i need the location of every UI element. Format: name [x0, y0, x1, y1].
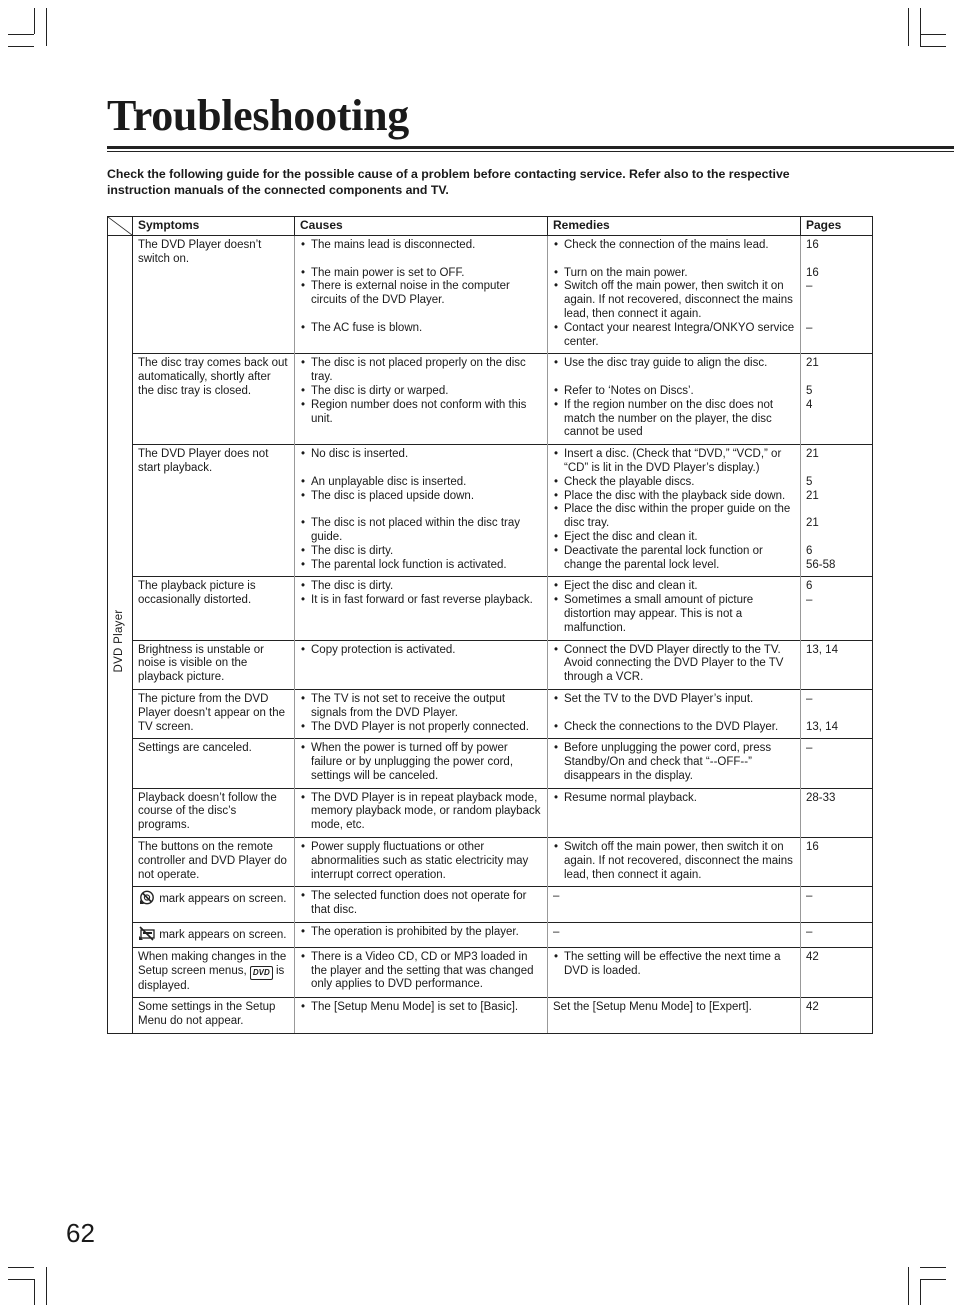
remedies-cell: Set the [Setup Menu Mode] to [Expert].: [548, 998, 801, 1034]
remedies-cell: –: [548, 923, 801, 948]
cause-item: • The DVD Player is not properly connected.: [300, 721, 542, 735]
cause-item: • The AC fuse is blown.: [300, 322, 542, 336]
page-number: 62: [66, 1218, 95, 1248]
page-ref: –: [806, 692, 813, 705]
cause-item: • The [Setup Menu Mode] is set to [Basic].: [300, 1001, 542, 1015]
page-title: Troubleshooting: [107, 91, 409, 140]
remedy-item: • Deactivate the parental lock function or change the parental lock level.: [553, 545, 795, 573]
symptom-cell: The DVD Player does not start playback.: [133, 445, 295, 577]
causes-cell: [295, 739, 548, 788]
page-ref: 4: [806, 398, 813, 411]
page-ref: 16: [806, 266, 819, 279]
crop-mark: [920, 46, 946, 47]
remedy-item: • Sometimes a small amount of picture distortion may appear. This is not a malfunction.: [553, 594, 795, 635]
page-ref: 42: [806, 950, 819, 963]
page-ref: 13, 14: [806, 720, 838, 733]
dvd-logo-icon: DVD: [250, 966, 273, 980]
remedies-cell: [548, 739, 801, 788]
crop-mark: [920, 8, 921, 46]
intro-text: Check the following guide for the possible cause of a problem before contacting service. Refer also to the respective instruction manuals of the connected components and TV.: [107, 167, 790, 197]
remedy-item: • Eject the disc and clean it.: [553, 531, 795, 545]
title-rule-thin: [107, 151, 954, 152]
remedy-item: • Insert a disc. (Check that “DVD,” “VCD,” or “CD” is lit in the DVD Player’s display.): [553, 448, 795, 476]
remedy-item: • Eject the disc and clean it.: [553, 580, 795, 594]
symptom-text: When making changes in the Setup screen menus,: [138, 950, 287, 977]
page-ref: –: [806, 890, 813, 903]
pages-cell: [801, 838, 873, 887]
remedies-cell: [548, 640, 801, 689]
title-rule: [107, 146, 954, 149]
remedy-item: • Check the connection of the mains lead.: [553, 239, 795, 253]
causes-cell: [295, 998, 548, 1034]
causes-cell: [295, 445, 548, 577]
cause-item: • The disc is dirty or warped.: [300, 385, 542, 399]
page-ref: –: [806, 926, 813, 939]
remedy-item: • Refer to ‘Notes on Discs’.: [553, 385, 795, 399]
cause-item: • The selected function does not operate for that disc.: [300, 890, 542, 918]
cause-item: • Region number does not conform with this unit.: [300, 399, 542, 427]
crop-mark: [920, 34, 946, 35]
remedy-item: • The setting will be effective the next time a DVD is loaded.: [553, 951, 795, 979]
pages-cell: [801, 998, 873, 1034]
causes-cell: [295, 788, 548, 837]
causes-cell: [295, 689, 548, 738]
pages-cell: [801, 739, 873, 788]
symptom-cell: Settings are canceled.: [133, 739, 295, 788]
table-row: [108, 998, 873, 1034]
remedy-item: • Set the TV to the DVD Player’s input.: [553, 693, 795, 707]
pages-cell: [801, 445, 873, 577]
cause-item: • The mains lead is disconnected.: [300, 239, 542, 253]
header-causes: Causes: [295, 217, 548, 236]
pages-cell: [801, 947, 873, 998]
remedies-cell: [548, 577, 801, 640]
symptom-cell: Some settings in the Setup Menu do not appear.: [133, 998, 295, 1034]
crop-mark: [8, 46, 34, 47]
symptom-cell: Brightness is unstable or noise is visible on the playback picture.: [133, 640, 295, 689]
remedy-item: • Place the disc within the proper guide on the disc tray.: [553, 503, 795, 531]
crop-mark: [8, 34, 34, 35]
page-ref: 21: [806, 489, 819, 502]
causes-cell: [295, 577, 548, 640]
page-ref: 13, 14: [806, 643, 838, 656]
cause-item: • An unplayable disc is inserted.: [300, 476, 542, 490]
side-category-cell: [108, 236, 133, 1034]
page-ref: 6: [806, 544, 813, 557]
crop-mark: [46, 1267, 47, 1305]
table-row: [108, 923, 873, 948]
remedy-item: • Before unplugging the power cord, press Standby/On and check that “--OFF--” disappears in the display.: [553, 742, 795, 783]
table-row: [108, 739, 873, 788]
table-row: [108, 788, 873, 837]
pages-cell: [801, 689, 873, 738]
symptom-text: mark appears on screen.: [159, 929, 287, 942]
remedy-item: • Check the playable discs.: [553, 476, 795, 490]
disc-prohibited-icon: [138, 890, 156, 905]
remedies-cell: –: [548, 887, 801, 923]
cause-item: • The disc is not placed within the disc tray guide.: [300, 517, 542, 545]
causes-cell: [295, 838, 548, 887]
crop-mark: [34, 1279, 35, 1305]
symptom-cell: [133, 947, 295, 998]
remedies-cell: [548, 236, 801, 354]
causes-cell: [295, 640, 548, 689]
header-remedies: Remedies: [548, 217, 801, 236]
page-ref: 6: [806, 580, 813, 593]
crop-mark: [920, 1267, 946, 1268]
cause-item: • There is external noise in the computer circuits of the DVD Player.: [300, 280, 542, 308]
symptom-text: is displayed.: [138, 964, 285, 992]
remedy-item: • Turn on the main power.: [553, 267, 795, 281]
causes-cell: [295, 354, 548, 445]
crop-mark: [920, 1279, 921, 1305]
crop-mark: [8, 1279, 34, 1280]
page-ref: 21: [806, 517, 819, 530]
player-prohibited-icon: [138, 926, 156, 941]
remedy-item: • If the region number on the disc does not match the number on the player, the disc cannot be used: [553, 399, 795, 440]
crop-mark: [8, 1267, 34, 1268]
page-ref: 42: [806, 1001, 819, 1014]
cause-item: • When the power is turned off by power failure or by unplugging the power cord, settings will be canceled.: [300, 742, 542, 783]
pages-cell: [801, 577, 873, 640]
page-ref: 5: [806, 384, 813, 397]
symptom-cell: The buttons on the remote controller and DVD Player do not operate.: [133, 838, 295, 887]
table-row: [108, 689, 873, 738]
cause-item: • Power supply fluctuations or other abnormalities such as static electricity may interrupt correct operation.: [300, 841, 542, 882]
symptom-text: mark appears on screen.: [159, 893, 287, 906]
page-ref: –: [806, 742, 813, 755]
remedy-item: • Connect the DVD Player directly to the TV. Avoid connecting the DVD Player to the TV through a VCR.: [553, 644, 795, 685]
page-ref: –: [806, 321, 813, 334]
cause-item: • It is in fast forward or fast reverse playback.: [300, 594, 542, 608]
side-category-label: DVD Player: [113, 609, 126, 673]
table-row: [108, 577, 873, 640]
cause-item: • The disc is dirty.: [300, 545, 542, 559]
symptom-cell: [133, 923, 295, 948]
crop-mark: [46, 8, 47, 46]
causes-cell: [295, 887, 548, 923]
table-row: [108, 354, 873, 445]
page-ref: 5: [806, 475, 813, 488]
causes-cell: [295, 947, 548, 998]
header-pages: Pages: [801, 217, 873, 236]
remedies-cell: [548, 947, 801, 998]
cause-item: • No disc is inserted.: [300, 448, 542, 462]
symptom-cell: The playback picture is occasionally distorted.: [133, 577, 295, 640]
remedy-item: • Contact your nearest Integra/ONKYO service center.: [553, 322, 795, 350]
remedies-cell: [548, 445, 801, 577]
symptom-cell: [133, 887, 295, 923]
causes-cell: [295, 236, 548, 354]
remedies-cell: [548, 838, 801, 887]
crop-mark: [908, 8, 909, 46]
pages-cell: [801, 788, 873, 837]
remedies-cell: [548, 689, 801, 738]
pages-cell: [801, 354, 873, 445]
remedy-item: • Place the disc with the playback side down.: [553, 490, 795, 504]
table-row: [108, 887, 873, 923]
symptom-cell: Playback doesn’t follow the course of the disc’s programs.: [133, 788, 295, 837]
table-row: [108, 445, 873, 577]
pages-cell: [801, 640, 873, 689]
cause-item: • The disc is placed upside down.: [300, 490, 542, 504]
crop-mark: [920, 1279, 946, 1280]
remedies-cell: [548, 788, 801, 837]
cause-item: • The operation is prohibited by the player.: [300, 926, 542, 940]
cause-item: • The disc is not placed properly on the disc tray.: [300, 357, 542, 385]
page-ref: 28-33: [806, 791, 836, 804]
crop-mark: [34, 8, 35, 34]
cause-item: • The TV is not set to receive the output signals from the DVD Player.: [300, 693, 542, 721]
cause-item: • The main power is set to OFF.: [300, 267, 542, 281]
table-header-row: [108, 217, 873, 236]
crop-mark: [908, 1267, 909, 1305]
pages-cell: [801, 887, 873, 923]
page-ref: 21: [806, 448, 819, 461]
header-symptoms: Symptoms: [133, 217, 295, 236]
cause-item: • The disc is dirty.: [300, 580, 542, 594]
table-row: [108, 838, 873, 887]
table-row: [108, 640, 873, 689]
remedy-item: • Switch off the main power, then switch it on again. If not recovered, disconnect the mains lead, then connect it again.: [553, 841, 795, 882]
cause-item: • Copy protection is activated.: [300, 644, 542, 658]
remedy-item: • Use the disc tray guide to align the disc.: [553, 357, 795, 371]
header-corner: [108, 217, 133, 236]
troubleshooting-table: [107, 216, 873, 1034]
table-row: [108, 236, 873, 354]
cause-item: • The DVD Player is in repeat playback mode, memory playback mode, or random playback mode, etc.: [300, 792, 542, 833]
causes-cell: [295, 923, 548, 948]
symptom-cell: The picture from the DVD Player doesn’t appear on the TV screen.: [133, 689, 295, 738]
symptom-cell: The DVD Player doesn’t switch on.: [133, 236, 295, 354]
page-ref: 56-58: [806, 558, 836, 571]
remedies-cell: [548, 354, 801, 445]
remedy-item: • Switch off the main power, then switch it on again. If not recovered, disconnect the mains lead, then connect it again.: [553, 280, 795, 321]
page-ref: 16: [806, 841, 819, 854]
cause-item: • There is a Video CD, CD or MP3 loaded in the player and the setting that was changed only applies to DVD performance.: [300, 951, 542, 992]
pages-cell: [801, 236, 873, 354]
table-row: [108, 947, 873, 998]
page-ref: 21: [806, 357, 819, 370]
page-ref: 16: [806, 239, 819, 251]
page-ref: –: [806, 594, 813, 607]
remedy-item: • Resume normal playback.: [553, 792, 795, 806]
page-ref: –: [806, 280, 813, 293]
cause-item: • The parental lock function is activated.: [300, 559, 542, 573]
symptom-cell: The disc tray comes back out automatically, shortly after the disc tray is closed.: [133, 354, 295, 445]
pages-cell: [801, 923, 873, 948]
remedy-item: • Check the connections to the DVD Player.: [553, 721, 795, 735]
